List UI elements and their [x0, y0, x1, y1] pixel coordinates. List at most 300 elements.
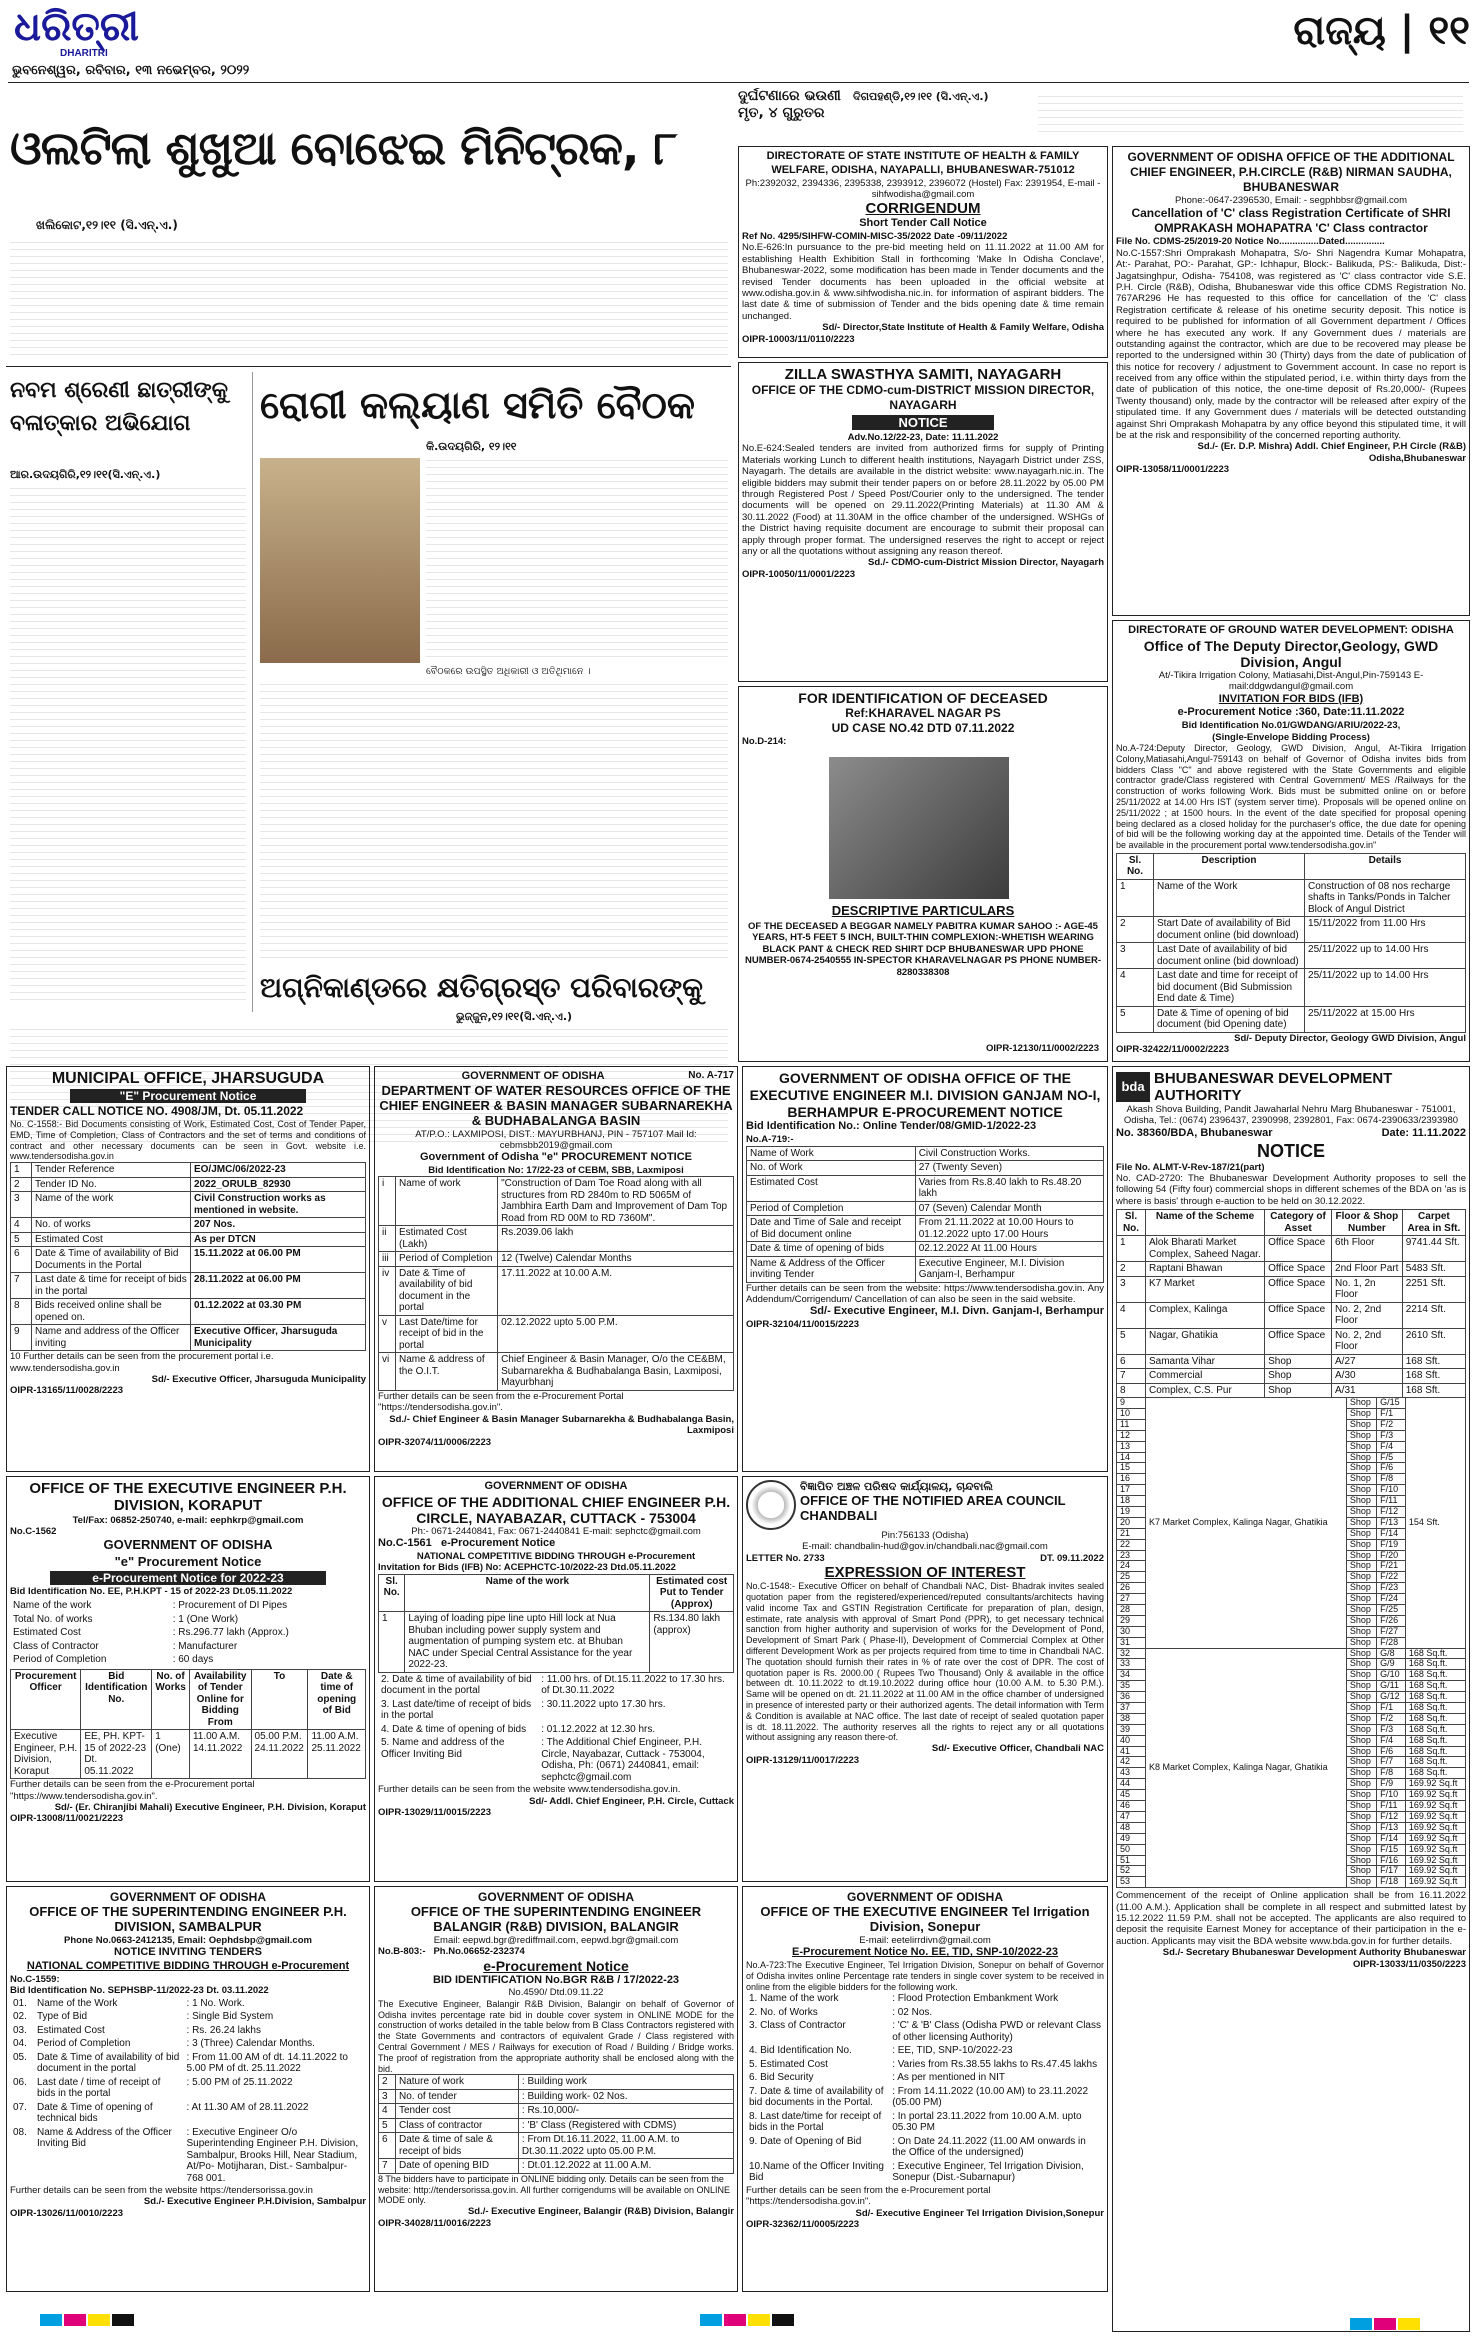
table-row: vi Name & address of the O.I.T. Chief Engineer & Basin Manager, O/o the CE&BM, Subarnarekha & Budhabalanga Basin, Laxmiposi, Mayurbhanj	[379, 1353, 734, 1391]
table-row: 12 Shop F/3	[1117, 1430, 1466, 1441]
table-row: Total No. of works : 1 (One Work)	[13, 1613, 239, 1625]
koraput-sign: Sd/- (Er. Chiranjibi Mahali) Executive Engineer, P.H. Division, Koraput	[54, 1801, 366, 1813]
table-row: 16 Shop F/8	[1117, 1474, 1466, 1485]
registration-mark	[1374, 2318, 1396, 2330]
ad-water	[374, 1066, 738, 1472]
table-row: Name & Address of the Officer inviting Tender Executive Engineer, M.I. Division Ganjam-I, Berhampur	[747, 1256, 1104, 1282]
table-row: 1. Name of the work : Flood Protection Embankment Work	[749, 1993, 1059, 2005]
sambalpur-nof: No.C-1559:	[10, 1973, 60, 1985]
table-row: Date & time of opening of bids 02.12.2022 At 11.00 Hours	[747, 1242, 1104, 1257]
sihfw-oipr: OIPR-10003/11/0110/2223	[742, 333, 855, 345]
sonepur-sign: Sd/- Executive Engineer Tel Irrigation Division,Sonepur	[855, 2207, 1104, 2219]
zss-oipr: OIPR-10050/11/0001/2223	[742, 568, 856, 580]
ad-cuttack	[374, 1476, 738, 1882]
table-row: 4 No. of works 207 Nos.	[11, 1218, 366, 1233]
top-headline: ଓଲଟିଲା ଶୁଖୁଆ ବୋଝେଇ ମିନିଟ୍ରକ, ୮	[10, 121, 677, 175]
rnb-fileno: File No. CDMS-25/2019-20 Notice No...............Dated...............	[1116, 236, 1385, 248]
rnb-phone: Phone:-0647-2396530, Email: - segphbbsr@gmail.com	[1175, 195, 1407, 206]
cuttack-bidno: Invitation for Bids (IFB) No: ACEPHCTC-10/2022-23 Dtd.05.11.2022	[378, 1562, 676, 1574]
chandbali-letter-line	[746, 1553, 1104, 1564]
table-row: v Last Date/time for receipt of bid in the portal 02.12.2022 upto 5.00 P.M.	[379, 1315, 734, 1353]
table-row: 6. Bid Security : As per mentioned in NIT	[749, 2072, 1006, 2084]
bda-address: Akash Shova Building, Pandit Jawaharlal Nehru Marg Bhubaneswar - 751001, Odisha, Tel.: (0674) 2396437, 2390998, 2392801, Fax: 0674-2390633/2393980	[1123, 1104, 1459, 1127]
table-row: No. of Work 27 (Twenty Seven)	[747, 1161, 1104, 1176]
deceased-photo	[829, 757, 1009, 899]
sihfw-body: No.E-626:In pursuance to the pre-bid meeting held on 11.11.2022 at 11.00 AM for establishing Health Exhibition Stall in forthcoming 'Make In Odisha Conclave', Bhubaneswar-2022, some modification has been made in Tender documents and the revised Tender documents has been uploaded in the official website at www.odisha.gov.in & www.sihfwodisha.nic.in. for information of aspirant bidders. The last date & time of submission of Tender and the bids opening date & time remain unchanged.	[742, 242, 1104, 322]
sonepur-body: No.A-723:The Executive Engineer, Tel Irrigation Division, Sonepur on behalf of Governor of Odisha invites online Percentage rate tenders in single cover system to be received in online from the eligible bidders for the following work.	[746, 1960, 1104, 1992]
sambalpur-oipr: OIPR-13026/11/0010/2223	[10, 2207, 124, 2219]
registration-mark	[724, 2314, 746, 2326]
table-row: 7 Commercial Shop A/30 168 Sft.	[1117, 1369, 1466, 1384]
deceased-ref2: UD CASE NO.42 DTD 07.11.2022	[831, 721, 1015, 735]
sonepur-list	[746, 1992, 1104, 2185]
rks-dateline: କି.ଉଦୟଗିରି, ୧୨।୧୧	[426, 440, 517, 453]
table-row: 6 Date & Time of availability of Bid Documents in the Portal 15.11.2022 at 06.00 PM	[11, 1247, 366, 1273]
water-address: AT/P.O.: LAXMIPOSI, DIST.: MAYURBHANJ, PIN - 757107 Mail Id: cebmsbb2019@gmail.com	[415, 1128, 697, 1151]
chandbali-odia-head: ବିଜ୍ଞାପିତ ଅଞ୍ଚଳ ପରିଷଦ କାର୍ଯ୍ୟାଳୟ, ଚାନ୍ଦବାଲି	[800, 1480, 993, 1493]
koraput-govt: GOVERNMENT OF ODISHA	[103, 1537, 273, 1553]
water-table	[378, 1176, 734, 1391]
table-row: 26 Shop F/23	[1117, 1583, 1466, 1594]
table-row: 1 Alok Bharati Market Complex, Saheed Nagar. Office Space 6th Floor 9741.44 Sft.	[1117, 1236, 1466, 1262]
bda-table: Sl. No. Name of the Scheme Category of Asset Floor & Shop Number Carpet Area in Sft. 1 Alok Bharati Market Complex, Saheed Nagar. Office Space 6th Floor 9741.44 Sft. 2 Raptani Bhawan Office Space 2nd Floor Part 5483 Sft. 3 K7 Market Office Space No. 1, 2n Floor 2251 Sft. 4 Complex, Kalinga Office Space No. 2, 2nd Floor 2214 Sft. 5 Nagar, Ghatikia Office Space No. 2, 2nd Floor 2610 Sft. 6 Samanta Vihar Shop A/27 168 Sft. 7 Commercial Shop A/30 168 Sft. 8 Complex, C.S. Pur Shop A/31 168 Sft.	[1116, 1209, 1466, 1398]
table-row: ii Estimated Cost (Lakh) Rs.2039.06 lakh	[379, 1226, 734, 1252]
ad-balangir	[374, 1886, 738, 2292]
masthead-logo: ଧରିତ୍ରୀ	[14, 4, 139, 50]
koraput-list	[10, 1599, 366, 1667]
table-row: 3. Class of Contractor : 'C' & 'B' Class (Odisha PWD or relevant Class of other licensing Authority)	[749, 2020, 1101, 2043]
page-number: ୧୧	[1428, 8, 1470, 54]
table-row: 2 Start Date of availability of Bid document online (bid download) 15/11/2022 from 11.00 Hrs	[1117, 917, 1466, 943]
koraput-note: Further details can be seen from the e-Procurement portal "https://www.tendersodisha.gov.in".	[10, 1779, 255, 1802]
cuttack-oipr: OIPR-13029/11/0015/2223	[378, 1807, 492, 1819]
koraput-table: Procurement Officer Bid Identification No. No. of Works Availability of Tender Online for Bidding From To Date & time of opening of Bid Executive Engineer, P.H. Division, Koraput EE, PH. KPT-15 of 2022-23 Dt. 05.11.2022 1 (One) 11.00 A.M. 14.11.2022 05.00 P.M. 24.11.2022 11.00 A.M. 25.11.2022	[10, 1669, 366, 1780]
deceased-ref1: Ref:KHARAVEL NAGAR PS	[845, 706, 1001, 720]
balangir-govt: GOVERNMENT OF ODISHA	[477, 1890, 634, 1904]
sambalpur-sign: Sd./- Executive Engineer P.H.Division, Sambalpur	[143, 2196, 366, 2208]
balangir-email: Email: eepwd.bgr@rediffmail.com, eepwd.bgr@gmail.com	[433, 1934, 679, 1946]
news-area	[6, 88, 731, 1178]
table-row: 10.Name of the Officer Inviting Bid : Executive Engineer, Tel Irrigation Division, Sonepur (Dist.-Subarnapur)	[749, 2160, 1084, 2184]
balangir-title: OFFICE OF THE SUPERINTENDING ENGINEER BALANGIR (R&B) DIVISION, BALANGIR	[410, 1904, 702, 1934]
balangir-label: e-Procurement Notice	[483, 1957, 629, 1974]
registration-mark	[1398, 2318, 1420, 2330]
table-row: 36 Shop G/12 168 Sq.ft.	[1117, 1692, 1466, 1703]
table-row: iii Period of Completion 12 (Twelve) Calendar Months	[379, 1252, 734, 1267]
water-note: Further details can be seen from the e-Procurement Portal "https://tendersodisha.gov.in".	[378, 1390, 624, 1414]
balangir-phone: Ph.No.06652-232374	[433, 1946, 525, 1958]
table-row: 9 Name and address of the Officer inviting Executive Officer, Jharsuguda Municipality	[11, 1325, 366, 1351]
table-row: 3 K7 Market Office Space No. 1, 2n Floor 2251 Sft.	[1117, 1276, 1466, 1302]
cuttack-bar: NATIONAL COMPETITIVE BIDDING THROUGH e-Procurement	[416, 1551, 696, 1563]
jhar-notice: TENDER CALL NOTICE NO. 4908/JM, Dt. 05.11.2022	[10, 1104, 304, 1118]
fire-dateline: ଭୁଜ୍ଜୁନ,୧୨।୧୧(ସି.ଏନ୍.ଏ.)	[456, 1010, 573, 1023]
table-row: 42 Shop F/7 168 Sq.ft.	[1117, 1757, 1466, 1768]
sihfw-sign: Sd/- Director,State Institute of Health & Family Welfare, Odisha	[822, 322, 1104, 334]
bda-no: No. 38360/BDA, Bhubaneswar	[1116, 1126, 1273, 1139]
dateline: ଭୁବନେଶ୍ୱର, ରବିବାର, ୧୩ ନଭେମ୍ବର, ୨୦୨୨	[12, 63, 250, 78]
ganjam-title: GOVERNMENT OF ODISHA OFFICE OF THE EXECUTIVE ENGINEER M.I. DIVISION GANJAM NO-I, BERHAMPUR E-PROCUREMENT NOTICE	[749, 1070, 1101, 1120]
gw-bidno: Bid Identification No.01/GWDANG/ARIU/2022-23,	[1181, 720, 1401, 732]
table-row: 47 Shop F/12 169.92 Sq.ft	[1117, 1811, 1466, 1822]
table-row: 17 Shop F/10	[1117, 1485, 1466, 1496]
table-row: Executive Engineer, P.H. Division, Koraput EE, PH. KPT-15 of 2022-23 Dt. 05.11.2022 1 (One) 11.00 A.M. 14.11.2022 05.00 P.M. 24.11.2022 11.00 A.M. 25.11.2022	[11, 1730, 366, 1779]
story-rape-dateline: ଆର.ଉଦୟଗିରି,୧୨।୧୧(ସି.ଏନ୍.ଏ.)	[10, 468, 161, 481]
rks-text-a	[426, 458, 728, 663]
table-row: 5 Estimated Cost As per DTCN	[11, 1232, 366, 1247]
balangir-sign: Sd./- Executive Engineer, Balangir (R&B) Division, Balangir	[467, 2206, 734, 2218]
koraput-notice: "e" Procurement Notice	[114, 1553, 262, 1569]
table-row: 8 Complex, C.S. Pur Shop A/31 168 Sft.	[1117, 1383, 1466, 1398]
sonepur-note: Further details can be seen from the e-Procurement portal "https://tendersodisha.gov.in".	[746, 2184, 991, 2208]
cuttack-table: Sl. No. Name of the work Estimated cost Put to Tender (Approx) 1 Laying of loading pipe line upto Hill lock at Nua Bhuban including power supply system and augmentation of pumping system etc. at Bhuban NAC under Special Central Assistance for the year 2022-23. Rs.134.80 lakh (approx)	[378, 1574, 734, 1673]
koraput-nof: No.C-1562	[10, 1525, 57, 1537]
registration-mark	[40, 2314, 62, 2326]
table-row: i Name of work "Construction of Dam Toe Road along with all structures from RD 2840m to RD 5065M of Jambhira Earth Dam and Improvement of Dam Top Road from RD 00M to RD 7360M".	[379, 1177, 734, 1226]
sonepur-email: E-mail: eetelirrdivn@gmail.com	[859, 1934, 991, 1946]
gw-table	[1116, 853, 1466, 1033]
table-row: 24 Shop F/21	[1117, 1561, 1466, 1572]
gw-label: INVITATION FOR BIDS (IFB)	[1218, 692, 1364, 705]
ad-sambalpur	[6, 1886, 370, 2292]
ad-deceased	[738, 686, 1108, 1062]
table-row: 4 Complex, Kalinga Office Space No. 2, 2nd Floor 2214 Sft.	[1117, 1302, 1466, 1328]
table-row: 2. Date & time of availability of bid document in the portal : 11.00 hrs. of Dt.15.11.2022 to 17.30 hrs. of Dt.30.11.2022	[381, 1673, 725, 1697]
chandbali-title: OFFICE OF THE NOTIFIED AREA COUNCIL CHANDBALI	[800, 1492, 1066, 1523]
table-row: 46 Shop F/11 169.92 Sq.ft	[1117, 1801, 1466, 1812]
zss-body: No.E-624:Sealed tenders are invited from authorized firms for supply of Printing Materials working Lunch to different health institutions, Nayagarh District under ZSS, Nayagarh. The details are available in the district website: www.nayagarh.nic.in. The eligible bidders may submit their tender papers on or before 28.11.2022 by 05.00 PM through Registered Post / Speed Post/Courier only to the undersigned. The tender documents will be opened on 29.11.2022(Printing Materials) at 11.30 AM & 30.11.2022 (Food) at 11.30AM in the office chamber of the undersigned. WSHGs of the District having requisite document are encourage to submit their proposal can apply through proper format. The undersigned reserves the right to accept or reject any or all the quotations without assigning any reason thereof.	[742, 443, 1104, 557]
registration-mark	[64, 2314, 86, 2326]
registration-mark	[88, 2314, 110, 2326]
ganjam-note: Further details can be seen from the website: https://www.tendersodisha.gov.in. Any Addendum/Corrigendum/ Cancellation of can also be seen in the said website.	[746, 1282, 1104, 1305]
cuttack-sign: Sd/- Addl. Chief Engineer, P.H. Circle, Cuttack	[529, 1795, 734, 1807]
ganjam-oipr: OIPR-32104/11/0015/2223	[746, 1319, 860, 1331]
rnb-body: No.C-1557:Shri Omprakash Mohapatra, S/o- Shri Nagendra Kumar Mohapatra, At:- Parahat, PO:- Parahat, GP:- Ichhapur, Block:- Balikuda, PS:- Balikuda, Dist:- Jagatsinghpur, Odisha- 754108, was registered as 'C' class contractor vide S.E. P.H. Circle (R&B), Odisha, Bhubaneswar vide this office CDMS Registration No. 767AR296 He has requested to this office for cancellation of the 'C' class Registration certificate & release of his onetime security deposit. This notice is required to be published for information of all Government department / Offices where he has executed any work. If any Government dues / materials are outstanding against the contractor, which are due to be recovered may please be reported to the undersigned within 30 (Thirty) days from the date of publication of this notice for recovery / adjustment to Government account. In case no report is received from any office within the stipulated period, i.e. within thirty days from the date of publication of this notice, the one-time deposit of Rs.20,000/- (Rupees Twenty thousand) only, made by the contractor will be released after expiry of the stipulated time. If any Government dues / materials will be detected outstanding against Shri Omprakash Mohapatra by any office beyond this stipulated time, it will be at the risk and responsibility of the concerned reporting authority.	[1116, 247, 1466, 442]
bda-oipr: OIPR-13033/11/0350/2223	[1352, 1958, 1466, 1970]
table-row: 37 Shop F/1 168 Sq.ft.	[1117, 1703, 1466, 1714]
water-sign: Sd./- Chief Engineer & Basin Manager Subarnarekha & Budhabalanga Basin, Laxmiposi	[389, 1413, 734, 1437]
deceased-nod: No.D-214:	[742, 736, 787, 747]
table-row: 08. Name & Address of the Officer Inviting Bid : Executive Engineer O/o Superintending Engineer P.H. Division, Sambalpur, Brooks Hill, Near Stadium, At/Po- Motijharan, Dist.- Sambalpur-768 001.	[13, 2126, 359, 2184]
deceased-title: FOR IDENTIFICATION OF DECEASED	[798, 690, 1048, 706]
bda-body: No. CAD-2720: The Bhubaneswar Development Authority proposes to sell the following 54 (Fifty four) commercial shops in different schemes of the BDA on 'as is where is basis' through e-auction to be held on 30.12.2022.	[1116, 1172, 1466, 1207]
bda-label: NOTICE	[1256, 1140, 1325, 1161]
table-row: Date and Time of Sale and receipt of Bid document online From 21.11.2022 at 10.00 Hours to 01.12.2022 upto 17.00 Hours	[747, 1216, 1104, 1242]
registration-mark	[1350, 2318, 1372, 2330]
water-title: DEPARTMENT OF WATER RESOURCES OFFICE OF THE CHIEF ENGINEER & BASIN MANAGER SUBARNAREKHA & BUDHABALANGA BASIN	[379, 1082, 733, 1128]
table-row: 10 Shop F/1	[1117, 1408, 1466, 1419]
koraput-phone: Tel/Fax: 06852-250740, e-mail: eephkrp@gmail.com	[72, 1514, 304, 1526]
water-notice: Government of Odisha "e" PROCUREMENT NOTICE	[419, 1151, 692, 1164]
table-row: 27 Shop F/24	[1117, 1594, 1466, 1605]
rnb-sign: Sd./- (Er. D.P. Mishra) Addl. Chief Engineer, P.H Circle (R&B) Odisha,Bhubaneswar	[1197, 441, 1466, 464]
bda-title: BHUBANESWAR DEVELOPMENT AUTHORITY	[1154, 1070, 1393, 1104]
table-row: 5 Class of contractor : 'B' Class (Registered with CDMS)	[379, 2118, 734, 2133]
gw-notice: e-Procurement Notice :360, Date:11.11.2022	[1177, 706, 1405, 719]
table-row: 43 Shop F/8 168 Sq.ft.	[1117, 1768, 1466, 1779]
table-row: 3 Name of the work Civil Construction works as mentioned in website.	[11, 1192, 366, 1218]
gw-th: Details	[1305, 853, 1466, 879]
table-row: Period of Completion 07 (Seven) Calendar Month	[747, 1201, 1104, 1216]
table-row: 35 Shop G/11 168 Sq.ft.	[1117, 1681, 1466, 1692]
balangir-phone-line	[378, 1946, 734, 1957]
table-row: Estimated Cost : Rs.296.77 lakh (Approx.)	[13, 1627, 289, 1639]
bda-logo: bda	[1116, 1072, 1150, 1102]
ad-jharsuguda	[6, 1066, 370, 1472]
table-row: 05. Date & Time of availability of bid document in the portal : From 11.00 AM of dt. 14.11.2022 to 5.00 PM of dt. 25.11.2022	[13, 2051, 348, 2075]
table-row: 29 Shop F/26	[1117, 1615, 1466, 1626]
deceased-body: OF THE DECEASED A BEGGAR NAMELY PABITRA KUMAR SAHOO :- AGE-45 YEARS, HT-5 FEET 5 INCH, BUILT-THIN COMPLEXION:-WHETISH WEARING BLACK PANT & CHECK RED SHIRT DCP BHUBANESWAR UPD PHONE NUMBER-0674-2540555 IN-SPECTOR KHARAVELNAGAR PS PHONE NUMBER-8280338308	[745, 921, 1101, 978]
cuttack-phone: Ph:- 0671-2440841, Fax: 0671-2440841 E-mail: sephctc@gmail.com	[411, 1525, 701, 1537]
table-row: 2 Raptani Bhawan Office Space 2nd Floor Part 5483 Sft.	[1117, 1262, 1466, 1277]
table-row: 03. Estimated Cost : Rs. 26.24 lakhs	[13, 2024, 261, 2036]
table-row: 5 Nagar, Ghatikia Office Space No. 2, 2nd Floor 2610 Sft.	[1117, 1328, 1466, 1354]
table-row: 3 No. of tender : Building work- 02 Nos.	[379, 2089, 734, 2104]
table-row: 07. Date & Time of opening of technical bids : At 11.30 AM of 28.11.2022	[13, 2101, 309, 2125]
ad-groundwater	[1112, 620, 1470, 1062]
chandbali-body: No.C-1548:- Executive Officer on behalf of Chandbali NAC, Dist- Bhadrak invites sealed quotation paper from the registered/experienced/reputed consultants/architects having valid income Tax and GSTIN Registration Certificate for preparation of plan, design, estimate, rate analysis with approval of Smart Pond (PPR), to get necessary technical sanction from higher authority and supervision of works for the Development of Pond, Development of Smart Park ( Phase-II), Development of Commercial Complex at Other different Development Work as per projects required from time to time in Chandbali NAC. The quotation should furnish their rates in % of rate over the cost of DPR. The cost of quotation paper is Rs. 2000.00 ( Rupees Two Thousand) Only & available in the office between dt. 10.11.2022 to dt.19.10.2022 during office hour (10.00 A.M. to 5.30 P.M.). Same will be opened on dt. 21.11.2022 at 11.00 AM in the office chamber of undersigned in presence of interested party or their authorized agents. The detail information with Term & Condition is available at NAC office. The last date of receipt of sealed quotation paper is dt. 18.11.2022. The authority reserves all the rights to reject any or all quotations without assigning any reason there-of.	[746, 1581, 1104, 1743]
table-row: 14 Shop F/5	[1117, 1452, 1466, 1463]
registration-mark	[112, 2314, 134, 2326]
bda-fileno: File No. ALMT-V-Rev-187/21(part)	[1116, 1161, 1265, 1173]
rks-photo	[260, 458, 420, 663]
side-brief-title: ଦୁର୍ଘଟଣାରେ ଭଉଣୀ ମୃତ, ୪ ଗୁରୁତର	[738, 88, 841, 121]
cuttack-title: OFFICE OF THE ADDITIONAL CHIEF ENGINEER P.H. CIRCLE, NAYABAZAR, CUTTACK - 753004	[381, 1493, 731, 1526]
ad-sihfw	[738, 146, 1108, 358]
ad-zss	[738, 362, 1108, 682]
story-rape-headline: ନବମ ଶ୍ରେଣୀ ଛାତ୍ରୀଙ୍କୁ ବଳାତ୍କାର ଅଭିଯୋଗ	[10, 378, 229, 436]
koraput-title: OFFICE OF THE EXECUTIVE ENGINEER P.H. DIVISION, KORAPUT	[29, 1480, 347, 1515]
zss-label: NOTICE	[852, 415, 994, 430]
chandbali-email: E-mail: chandbalin-hud@gov.in/chandbali.nac@gmail.com	[802, 1541, 1048, 1553]
gw-sign: Sd/- Deputy Director, Geology GWD Division, Angul	[1234, 1032, 1466, 1044]
registration-mark	[748, 2314, 770, 2326]
balangir-body: The Executive Engineer, Balangir R&B Division, Balangir on behalf of Governor of Odisha invites percentage rate bid in double cover system in ONLINE MODE for the construction of works detailed in the table below from B Class Contractors registered with the State Governments and contractors of equivalent Grade / Class registered with Central Government / MES / Railways for execution of Road / Building / Bridge works. The proof of registration from the appropriate authority shall be enclosed along with the bid.	[378, 1998, 734, 2074]
sihfw-phone: Ph:2392032, 2394336, 2395338, 2393912, 2396072 (Hostel) Fax: 2391954, E-mail -sihfwodisha@gmail.com	[745, 177, 1101, 200]
chandbali-label: EXPRESSION OF INTEREST	[824, 1564, 1026, 1582]
table-row: 8 Bids received online shall be opened on. 01.12.2022 at 03.30 PM	[11, 1299, 366, 1325]
koraput-bar: e-Procurement Notice for 2022-23	[50, 1571, 326, 1585]
table-row: iv Date & Time of availability of bid document in the portal 17.11.2022 at 10.00 A.M.	[379, 1266, 734, 1315]
rks-text-b	[260, 684, 728, 964]
deceased-oipr: OIPR-12130/11/0002/2223	[985, 1043, 1099, 1054]
ad-chandbali	[742, 1476, 1108, 1882]
ad-rnb	[1112, 146, 1470, 616]
chandbali-seal-icon	[746, 1480, 796, 1530]
ad-bda	[1112, 1066, 1470, 2332]
table-row: 34 Shop G/10 168 Sq.ft.	[1117, 1670, 1466, 1681]
table-row: 33 Shop G/9 168 Sq.ft.	[1117, 1659, 1466, 1670]
table-row: 19 Shop F/12	[1117, 1507, 1466, 1518]
jhar-note: 10 Further details can be seen from the procurement portal i.e. www.tendersodisha.gov.in	[10, 1351, 274, 1374]
table-row: 2 Tender ID No. 2022_ORULB_82930	[11, 1177, 366, 1192]
cuttack-notice: e-Procurement Notice	[440, 1537, 556, 1550]
table-row: 6 Date & time of sale & receipt of bids : From Dt.16.11.2022, 11.00 A.M. to Dt.30.11.2022 upto 05.00 P.M.	[379, 2133, 734, 2159]
rnb-subtitle: Cancellation of 'C' class Registration Certificate of SHRI OMPRAKASH MOHAPATRA 'C' Class contractor	[1131, 206, 1451, 236]
cuttack-list	[378, 1673, 734, 1785]
table-row: 15 Shop F/6	[1117, 1463, 1466, 1474]
table-row: 2. No. of Works : 02 Nos.	[749, 2006, 933, 2018]
table-row: 28 Shop F/25	[1117, 1605, 1466, 1616]
table-row: 1 Laying of loading pipe line upto Hill lock at Nua Bhuban including power supply system and augmentation of pumping system etc. at Bhuban NAC under Special Central Assistance for the year 2022-23. Rs.134.80 lakh (approx)	[379, 1612, 734, 1673]
deceased-label: DESCRIPTIVE PARTICULARS	[831, 903, 1015, 918]
table-row: 32 K8 Market Complex, Kalinga Nagar, Ghatikia Shop G/8 168 Sq.ft.	[1117, 1648, 1466, 1659]
balangir-nof: No.B-803:-	[378, 1946, 426, 1958]
koraput-bidno: Bid Identification No. EE, P.H.KPT - 15 of 2022-23 Dt.05.11.2022	[10, 1585, 293, 1597]
balangir-note: 8 The bidders have to participate in ONLINE bidding only. Details can be seen from the website: http://tendersorissa.gov.in. All further corrigendums will be available on ONLINE MODE only.	[378, 2173, 731, 2206]
side-brief-dateline: ଦିଗପହଣ୍ଡି,୧୨।୧୧ (ସି.ଏନ୍.ଏ.)	[853, 90, 989, 103]
gw-oipr: OIPR-32422/11/0002/2223	[1116, 1044, 1230, 1056]
water-govt: GOVERNMENT OF ODISHA No. A-717	[461, 1070, 734, 1082]
gw-subtitle: Office of The Deputy Director,Geology, GWD Division, Angul	[1143, 637, 1439, 670]
table-row: 45 Shop F/10 169.92 Sq.ft	[1117, 1790, 1466, 1801]
cuttack-nof-line	[378, 1537, 734, 1551]
table-row: 7 Date of opening BID : Dt.01.12.2022 at 11.00 A.M.	[379, 2159, 734, 2174]
story-rape-text	[10, 486, 246, 1006]
jhar-sign: Sd/- Executive Officer, Jharsuguda Municipality	[151, 1373, 366, 1385]
table-row: 51 Shop F/16 169.92 Sq.ft	[1117, 1855, 1466, 1866]
table-row: 53 Shop F/18 169.92 Sq.ft	[1117, 1877, 1466, 1888]
sambalpur-title: OFFICE OF THE SUPERINTENDING ENGINEER P.H. DIVISION, SAMBALPUR	[29, 1904, 347, 1934]
table-row: 23 Shop F/20	[1117, 1550, 1466, 1561]
sihfw-label: CORRIGENDUM	[865, 200, 981, 218]
sambalpur-govt: GOVERNMENT OF ODISHA	[109, 1890, 266, 1904]
table-row: 50 Shop F/15 169.92 Sq.ft	[1117, 1844, 1466, 1855]
jhar-oipr: OIPR-13165/11/0028/2223	[10, 1385, 124, 1397]
chandbali-sign: Sd/- Executive Officer, Chandbali NAC	[931, 1743, 1104, 1755]
zss-adv: Adv.No.12/22-23, Date: 11.11.2022	[847, 432, 999, 443]
table-row: 7. Date & time of availability of bid documents in the Portal. : From 14.11.2022 (10.00 AM) to 23.11.2022 (05.00 PM)	[749, 2085, 1089, 2109]
sihfw-subtitle: Short Tender Call Notice	[859, 217, 987, 230]
sambalpur-bar: NATIONAL COMPETITIVE BIDDING THROUGH e-Procurement	[26, 1960, 350, 1973]
cuttack-note: Further details can be seen from the website www.tendersodisha.gov.in.	[378, 1784, 681, 1796]
table-row: Class of Contractor : Manufacturer	[13, 1640, 238, 1652]
sonepur-govt: GOVERNMENT OF ODISHA	[846, 1890, 1003, 1904]
bda-sign: Sd./- Secretary Bhubaneswar Development Authority Bhubaneswar	[1162, 1947, 1466, 1959]
table-row: 21 Shop F/14	[1117, 1528, 1466, 1539]
rnb-oipr: OIPR-13058/11/0001/2223	[1116, 464, 1230, 476]
chandbali-date: DT. 09.11.2022	[1040, 1552, 1104, 1564]
table-row: 31 Shop F/28	[1117, 1637, 1466, 1648]
sonepur-notice: E-Procurement Notice No. EE, TID, SNP-10/2022-23	[792, 1946, 1058, 1959]
table-row: 2 Nature of work : Building work	[379, 2075, 734, 2090]
ad-ganjam	[742, 1066, 1108, 1472]
table-row: 7 Last date & time for receipt of bids in the portal 28.11.2022 at 06.00 PM	[11, 1273, 366, 1299]
table-row: 30 Shop F/27	[1117, 1626, 1466, 1637]
table-row: 1 Tender Reference EO/JMC/06/2022-23	[11, 1163, 366, 1178]
sonepur-oipr: OIPR-32362/11/0005/2223	[746, 2219, 860, 2231]
table-row: 13 Shop F/4	[1117, 1441, 1466, 1452]
water-bidno: Bid Identification No: 17/22-23 of CEBM, SBB, Laxmiposi	[428, 1165, 684, 1177]
jhar-bar: "E" Procurement Notice	[70, 1089, 306, 1103]
zss-title: ZILLA SWASTHYA SAMITI, NAYAGARH	[784, 366, 1062, 383]
water-oipr: OIPR-32074/11/0006/2223	[378, 1436, 492, 1448]
jhar-title: MUNICIPAL OFFICE, JHARSUGUDA	[51, 1070, 325, 1087]
table-row: 9 K7 Market Complex, Kalinga Nagar, Ghatikia Shop G/15 154 Sft.	[1117, 1398, 1466, 1409]
sambalpur-phone: Phone No.0663-2412135, Email: Oephdsbp@gmail.com	[64, 1934, 312, 1946]
rks-caption: ବୈଠକରେ ଉପସ୍ଥିତ ଅଧିକାରୀ ଓ ଅତିଥିମାନେ ।	[426, 666, 591, 677]
table-row: 5. Estimated Cost : Varies from Rs.38.55 lakhs to Rs.47.45 lakhs	[749, 2058, 1098, 2070]
water-adno: No. A-717	[688, 1070, 734, 1081]
balangir-letter: No.4590/ Dtd.09.11.22	[508, 1987, 604, 1999]
fire-headline: ଅଗ୍ନିକାଣ୍ଡରେ କ୍ଷତିଗ୍ରସ୍ତ ପରିବାରଙ୍କୁ	[260, 971, 703, 1004]
balangir-bidno: BID IDENTIFICATION No.BGR R&B / 17/2022-23	[432, 1973, 680, 1986]
table-row: 4. Date & time of opening of bids : 01.12.2022 at 12.30 hrs.	[381, 1723, 656, 1735]
table-row: 48 Shop F/13 169.92 Sq.ft	[1117, 1822, 1466, 1833]
gw-address: At/-Tikira Irrigation Colony, Matiasahi,Dist-Angul,Pin-759143 E-mail:ddgwdangul@gmail.com	[1158, 669, 1424, 693]
gw-th: Description	[1154, 853, 1305, 879]
table-row: 40 Shop F/4 168 Sq.ft.	[1117, 1735, 1466, 1746]
section-title: ରାଜ୍ୟ | ୧୧	[1293, 8, 1470, 54]
table-row: 4 Tender cost : Rs.10,000/-	[379, 2104, 734, 2119]
table-row: 04. Period of Completion : 3 (Three) Calendar Months.	[13, 2038, 315, 2050]
masthead-logo-sub: DHARITRI	[60, 48, 108, 59]
sihfw-ref: Ref No. 4295/SIHFW-COMIN-MISC-35/2022 Date -09/11/2022	[742, 231, 1008, 243]
table-row: 11 Shop F/2	[1117, 1419, 1466, 1430]
sihfw-title: DIRECTORATE OF STATE INSTITUTE OF HEALTH & FAMILY WELFARE, ODISHA, NAYAPALLI, BHUBANESWAR-751012	[766, 150, 1080, 176]
ganjam-bidno: Bid Identification No.: Online Tender/08/GMID-1/2022-23	[746, 1120, 1037, 1133]
koraput-oipr: OIPR-13008/11/0021/2223	[10, 1813, 124, 1825]
sambalpur-bidno: Bid Identification No. SEPHSBP-11/2022-23 Dt. 03.11.2022	[10, 1985, 269, 1997]
table-row: Name of the work : Procurement of DI Pipes	[13, 1600, 288, 1612]
section-name: ରାଜ୍ୟ	[1293, 8, 1386, 54]
table-row: 22 Shop F/19	[1117, 1539, 1466, 1550]
bda-date: Date: 11.11.2022	[1381, 1126, 1466, 1139]
table-row: 9. Date of Opening of Bid : On Date 24.11.2022 (11.00 AM onwards in the Office of the undersigned)	[749, 2135, 1086, 2159]
table-row: 8. Last date/time for receipt of bids in the Portal : In portal 23.11.2022 from 10.00 A.M. upto 05.30 PM	[749, 2110, 1082, 2134]
registration-mark	[772, 2314, 794, 2326]
sambalpur-label: NOTICE INVITING TENDERS	[114, 1946, 262, 1959]
table-row: Estimated Cost Varies from Rs.8.40 lakh to Rs.48.20 lakh	[747, 1175, 1104, 1201]
ad-koraput	[6, 1476, 370, 1882]
table-row: 1 Name of the Work Construction of 08 nos recharge shafts in Tanks/Ponds in Talcher Block of Angul District	[1117, 879, 1466, 917]
ad-sonepur	[742, 1886, 1108, 2292]
gw-mode: (Single-Envelope Bidding Process)	[1212, 731, 1370, 743]
table-row: 18 Shop F/11	[1117, 1496, 1466, 1507]
sonepur-title: OFFICE OF THE EXECUTIVE ENGINEER Tel Irrigation Division, Sonepur	[760, 1904, 1090, 1934]
sambalpur-list	[10, 1997, 366, 2186]
bda-shop-table	[1116, 1397, 1466, 1888]
table-row: 06. Last date / time of receipt of bids in the portal : 5.00 PM of 25.11.2022	[13, 2076, 293, 2100]
table-row: Period of Completion : 60 days	[13, 1654, 214, 1666]
balangir-oipr: OIPR-34028/11/0016/2223	[378, 2217, 492, 2229]
table-row: 41 Shop F/6 168 Sq.ft.	[1117, 1746, 1466, 1757]
table-row: 49 Shop F/14 169.92 Sq.ft	[1117, 1833, 1466, 1844]
balangir-table	[378, 2074, 734, 2174]
jhar-body: No. C-1558:- Bid Documents consisting of Work, Estimated Cost, Cost of Tender Paper, EMD, Time of Completion, Class of Contractors and the set of terms and conditions of contract and other necessary documents can be seen in Govt. website i.e. www.tendersodisha.gov.in	[10, 1119, 366, 1162]
table-row: Name of Work Civil Construction Works.	[747, 1146, 1104, 1161]
gw-title: DIRECTORATE OF GROUND WATER DEVELOPMENT: ODISHA	[1128, 624, 1454, 636]
ganjam-sign: Sd/- Executive Engineer, M.I. Divn. Ganjam-I, Berhampur	[809, 1305, 1104, 1318]
cuttack-govt: GOVERNMENT OF ODISHA	[484, 1480, 628, 1492]
table-row: 52 Shop F/17 169.92 Sq.ft	[1117, 1866, 1466, 1877]
ganjam-nof: No.A-719:-	[746, 1134, 794, 1146]
bda-footer: Commencement of the receipt of Online application shall be from 16.11.2022 (11.00 A.M.). Application shall be complete in all respect and submitted latest by 15.12.2022 11.59 P.M. shall not be accepted. The applicants are also required to deposit the requisite Earnest Money for acceptance of their participation in the e-auction. Applicants may visit the BDA website www.bda.gov.in for further details.	[1116, 1890, 1466, 1947]
table-row: 20 Shop F/13	[1117, 1517, 1466, 1528]
table-row: 44 Shop F/9 169.92 Sq.ft	[1117, 1779, 1466, 1790]
rnb-title: GOVERNMENT OF ODISHA OFFICE OF THE ADDITIONAL CHIEF ENGINEER, P.H.CIRCLE (R&B) NIRMAN SAUDHA, BHUBANESWAR	[1127, 150, 1455, 194]
table-row: 01. Name of the Work : 1 No. Work.	[13, 1997, 245, 2009]
ganjam-table	[746, 1146, 1104, 1283]
top-story-text	[10, 236, 728, 361]
registration-mark	[700, 2314, 722, 2326]
table-row: 5. Name and address of the Officer Inviting Bid : The Additional Chief Engineer, P.H. Circle, Nayabazar, Cuttack - 753004, Odisha, Ph: (0671) 2440841, email: sephctc@gmail.com	[381, 1737, 705, 1783]
side-brief	[738, 88, 1468, 143]
table-row: 02. Type of Bid : Single Bid System	[13, 2011, 274, 2023]
gw-th: Sl. No.	[1117, 853, 1154, 879]
side-brief-text	[1038, 90, 1463, 138]
zss-sign: Sd./- CDMO-cum-District Mission Director, Nayagarh	[868, 557, 1104, 569]
